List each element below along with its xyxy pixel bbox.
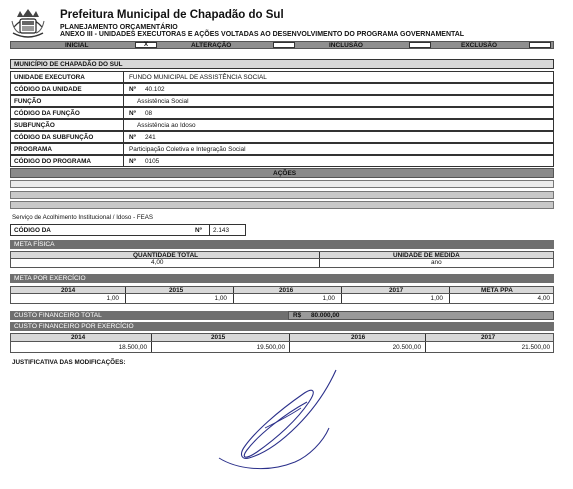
meta-fisica-unidade-label: UNIDADE DE MEDIDA	[393, 252, 460, 259]
acao-servico-text: Serviço de Acolhimento Institucional / Idoso - FEAS	[12, 214, 154, 221]
codigo-programa-label: CÓDIGO DO PROGRAMA	[14, 158, 92, 165]
custo-total-currency: R$	[293, 312, 302, 319]
codigo-subfuncao-label: CÓDIGO DA SUBFUNÇÃO	[14, 134, 94, 141]
custo-year-2015: 2015	[211, 334, 226, 341]
meta-ppa-label: META PPA	[481, 287, 513, 294]
meta-value-2017: 1,00	[430, 295, 443, 302]
subfuncao-row	[10, 119, 554, 131]
municipal-crest-logo	[10, 7, 46, 41]
status-alteracao-checkbox[interactable]	[273, 42, 295, 48]
meta-year-2016: 2016	[279, 287, 294, 294]
meta-exercicio-header: META POR EXERCÍCIO	[10, 274, 554, 283]
codigo-programa-row	[10, 155, 554, 167]
acao-codigo-value: 2.143	[213, 227, 229, 234]
unidade-executora-row	[10, 71, 554, 83]
acoes-blank-row	[10, 180, 554, 188]
meta-year-2015: 2015	[169, 287, 184, 294]
acao-codigo-row	[10, 224, 246, 236]
codigo-subfuncao-value: 241	[145, 134, 156, 141]
custo-value-2017: 21.500,00	[521, 344, 550, 351]
funcao-value: Assistência Social	[137, 98, 189, 105]
codigo-funcao-value: 08	[145, 110, 153, 117]
codigo-unidade-label: CÓDIGO DA UNIDADE	[14, 86, 82, 93]
codigo-unidade-row	[10, 83, 554, 95]
status-inicial-checkbox[interactable]: X	[135, 42, 157, 48]
acao-codigo-n: Nº	[195, 227, 202, 234]
codigo-programa-value: 0105	[145, 158, 160, 165]
meta-value-2016: 1,00	[322, 295, 335, 302]
justificativa-label: JUSTIFICATIVA DAS MODIFICAÇÕES:	[12, 359, 126, 366]
codigo-funcao-row	[10, 107, 554, 119]
acoes-label: AÇÕES	[273, 170, 297, 177]
subfuncao-label: SUBFUNÇÃO	[14, 122, 55, 129]
codigo-funcao-n: Nº	[129, 110, 136, 117]
programa-value: Participação Coletiva e Integração Social	[129, 146, 246, 153]
status-inclusao-checkbox[interactable]	[409, 42, 431, 48]
meta-year-2014: 2014	[61, 287, 76, 294]
status-exclusao-checkbox[interactable]	[529, 42, 551, 48]
page-subtitle: PLANEJAMENTO ORÇAMENTÁRIO	[60, 24, 178, 31]
acoes-separator	[10, 191, 554, 199]
custo-values-row	[10, 342, 554, 353]
custo-year-2017: 2017	[481, 334, 496, 341]
meta-value-2015: 1,00	[214, 295, 227, 302]
status-exclusao-label: EXCLUSÃO	[461, 42, 498, 49]
custo-years-row	[10, 333, 554, 342]
meta-year-2017: 2017	[389, 287, 404, 294]
status-alteracao-label: ALTERAÇÃO	[191, 42, 232, 49]
codigo-subfuncao-row	[10, 131, 554, 143]
meta-fisica-header: META FÍSICA	[10, 240, 554, 249]
status-bar	[10, 41, 554, 49]
meta-exercicio-values-row	[10, 294, 554, 304]
annex-title: ANEXO III - UNIDADES EXECUTORAS E AÇÕES VOLTADAS AO DESENVOLVIMENTO DO PROGRAMA GOVERNAMENTAL	[60, 31, 465, 38]
custo-value-2016: 20.500,00	[392, 344, 421, 351]
status-inclusao-label: INCLUSÃO	[329, 42, 363, 49]
meta-fisica-header-row	[10, 251, 554, 259]
acoes-header	[10, 168, 554, 178]
codigo-unidade-value: 40.102	[145, 86, 165, 93]
custo-value-2015: 19.500,00	[256, 344, 285, 351]
custo-exercicio-header: CUSTO FINANCEIRO POR EXERCÍCIO	[10, 322, 554, 331]
acao-codigo-label: CÓDIGO DA	[14, 227, 51, 234]
meta-value-ppa: 4,00	[537, 295, 550, 302]
unidade-executora-value: FUNDO MUNICIPAL DE ASSISTÊNCIA SOCIAL	[129, 74, 267, 81]
custo-total-box	[288, 311, 554, 320]
page-title: Prefeitura Municipal de Chapadão do Sul	[60, 9, 284, 21]
acoes-separator-2	[10, 201, 554, 209]
custo-year-2014: 2014	[71, 334, 86, 341]
codigo-funcao-label: CÓDIGO DA FUNÇÃO	[14, 110, 80, 117]
meta-exercicio-years-row	[10, 286, 554, 294]
meta-value-2014: 1,00	[106, 295, 119, 302]
municipio-row	[10, 59, 554, 69]
codigo-unidade-n: Nº	[129, 86, 136, 93]
status-inicial-label: INICIAL	[65, 42, 89, 49]
programa-row	[10, 143, 554, 155]
meta-fisica-unidade-value: ano	[431, 259, 442, 266]
meta-fisica-qtd-value: 4,00	[151, 259, 164, 266]
codigo-programa-n: Nº	[129, 158, 136, 165]
programa-label: PROGRAMA	[14, 146, 52, 153]
unidade-executora-label: UNIDADE EXECUTORA	[14, 74, 85, 81]
custo-value-2014: 18.500,00	[118, 344, 147, 351]
codigo-subfuncao-n: Nº	[129, 134, 136, 141]
custo-total-label: CUSTO FINANCEIRO TOTAL	[10, 311, 288, 320]
custo-total-value: 80.000,00	[311, 312, 340, 319]
funcao-label: FUNÇÃO	[14, 98, 42, 105]
meta-fisica-qtd-label: QUANTIDADE TOTAL	[133, 252, 199, 259]
custo-year-2016: 2016	[351, 334, 366, 341]
meta-fisica-values-row	[10, 259, 554, 268]
subfuncao-value: Assistência ao Idoso	[137, 122, 196, 129]
funcao-row	[10, 95, 554, 107]
municipio-label: MUNICÍPIO DE CHAPADÃO DO SUL	[14, 61, 123, 68]
handwritten-signature	[205, 368, 345, 478]
